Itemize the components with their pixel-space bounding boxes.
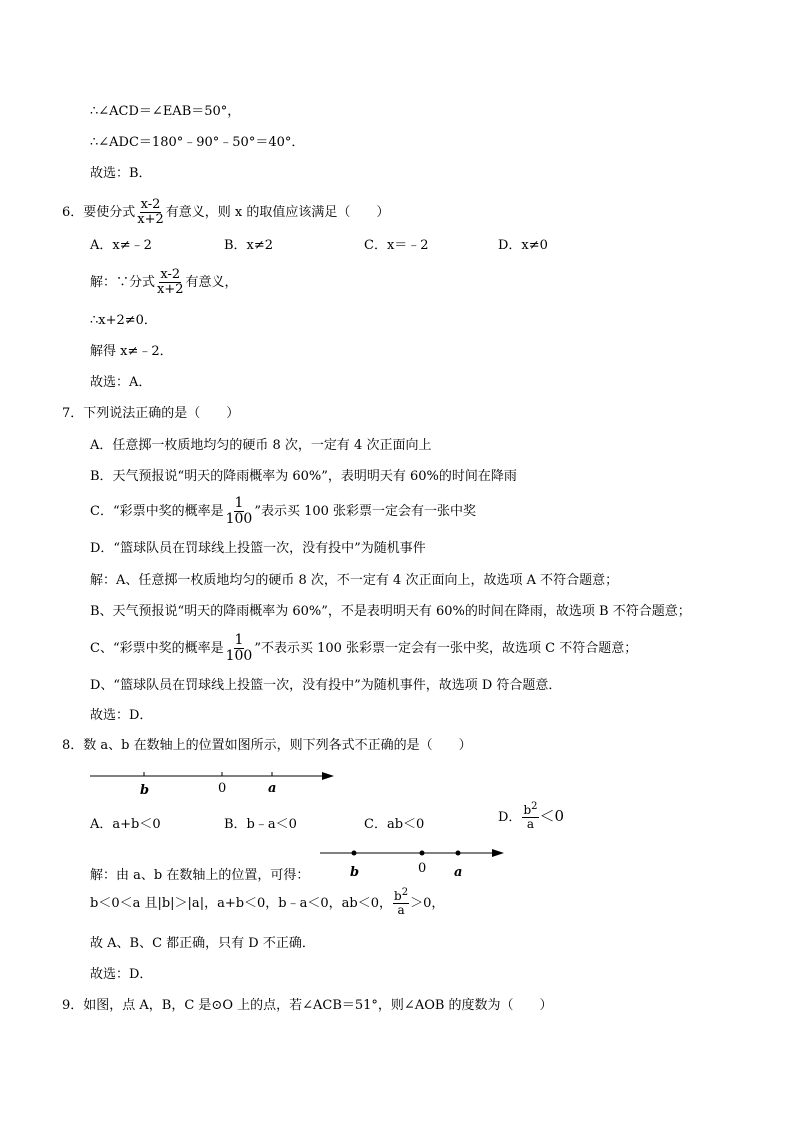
- fraction-denominator: 100: [225, 511, 253, 527]
- base: b: [523, 803, 532, 817]
- option-c: C．x＝﹣2: [364, 238, 429, 253]
- question-6-stem: [62, 198, 389, 227]
- solution-line: D、“篮球队员在罚球线上投篮一次，没有投中”为随机事件，故选项 D 符合题意．: [90, 678, 562, 693]
- fraction-numerator: [393, 887, 409, 904]
- stem-text: 有意义，则 x 的取值应该满足（ ）: [165, 205, 390, 220]
- solution-text: b＜0＜a 且|b|＞|a|，a+b＜0，b﹣a＜0，ab＜0，: [90, 896, 392, 911]
- option-a: A．a+b＜0: [90, 817, 161, 832]
- solution-line: [90, 633, 637, 664]
- point-a: [456, 851, 461, 856]
- solution-line: B、天气预报说“明天的降雨概率为 60%”，不是表明明天有 60%的时间在降雨，故选项 B 不符合题意；: [90, 604, 691, 619]
- solution-line: [90, 268, 238, 297]
- option-text: ＜0: [539, 807, 565, 825]
- label-b: b: [350, 865, 360, 880]
- fraction-denominator: a: [526, 817, 535, 831]
- fraction-denominator: x+2: [157, 282, 184, 297]
- base: b: [394, 889, 402, 903]
- number-line-figure-solution: [318, 842, 510, 882]
- stem-text: 6．要使分式: [62, 205, 136, 220]
- fraction: [393, 887, 409, 917]
- solution-line: 解：由 a、b 在数轴上的位置，可得：: [90, 868, 310, 883]
- fraction-numerator: 1: [234, 632, 244, 648]
- label-a: a: [454, 865, 463, 880]
- fraction: [522, 801, 538, 831]
- exponent: 2: [401, 887, 409, 898]
- option-text: ”表示买 100 张彩票一定会有一张中奖: [254, 504, 477, 519]
- answer-line: 故选：D．: [90, 967, 153, 982]
- option-c: C．ab＜0: [364, 817, 425, 832]
- question-9-stem: 9．如图，点 A，B，C 是⊙O 上的点，若∠ACB＝51°，则∠AOB 的度数为（ ）: [62, 998, 553, 1013]
- fraction: [156, 268, 185, 297]
- label-0: 0: [218, 781, 227, 796]
- solution-text: 解：∵分式: [90, 275, 156, 290]
- point-b: [352, 851, 357, 856]
- fraction-numerator: 1: [234, 495, 244, 511]
- axis-arrow: [492, 849, 504, 857]
- solution-line: ∴x+2≠0．: [90, 313, 157, 328]
- option-b: B．天气预报说“明天的降雨概率为 60%”，表明明天有 60%的时间在降雨: [90, 469, 517, 484]
- solution-line: 解：A、任意掷一枚质地均匀的硬币 8 次，不一定有 4 次正面向上，故选项 A 不符合题意；: [90, 573, 619, 588]
- fraction: [225, 633, 254, 664]
- option-b: B．b﹣a＜0: [224, 817, 297, 832]
- answer-line: 故选：D．: [90, 708, 153, 723]
- answer-line: 故选：A．: [90, 375, 152, 390]
- solution-text: ”不表示买 100 张彩票一定会有一张中奖，故选项 C 不符合题意；: [254, 641, 638, 656]
- fraction-numerator: x-2: [160, 267, 181, 282]
- option-d: D．x≠0: [498, 238, 548, 253]
- axis-arrow: [322, 772, 334, 780]
- option-text: D．: [498, 810, 522, 825]
- option-a: A．任意掷一枚质地均匀的硬币 8 次，一定有 4 次正面向上: [90, 438, 432, 453]
- question-7-stem: 7．下列说法正确的是（ ）: [62, 406, 240, 421]
- fraction-numerator: x-2: [140, 197, 161, 212]
- fraction: [225, 496, 254, 527]
- question-8-stem: 8．数 a、b 在数轴上的位置如图所示，则下列各式不正确的是（ ）: [62, 738, 472, 753]
- fraction-numerator: [522, 801, 538, 818]
- solution-line: [90, 887, 445, 917]
- label-a: a: [268, 781, 277, 796]
- exponent: 2: [531, 801, 538, 812]
- answer-line: 故选：B．: [90, 166, 152, 181]
- solution-line: 故 A、B、C 都正确，只有 D 不正确．: [90, 936, 315, 951]
- option-a: A．x≠﹣2: [90, 238, 152, 253]
- number-line-figure: [88, 764, 340, 798]
- label-b: b: [140, 783, 150, 798]
- option-b: B．x≠2: [224, 238, 274, 253]
- option-d: D．“篮球队员在罚球线上投篮一次，没有投中”为随机事件: [90, 541, 426, 556]
- fraction-denominator: a: [397, 903, 405, 917]
- solution-line: 解得 x≠﹣2．: [90, 344, 173, 359]
- fraction-denominator: x+2: [137, 212, 164, 227]
- solution-line: ∴∠ACD＝∠EAB＝50°，: [90, 104, 241, 119]
- option-text: C．“彩票中奖的概率是: [90, 504, 224, 519]
- fraction-denominator: 100: [225, 648, 253, 664]
- solution-text: C、“彩票中奖的概率是: [90, 641, 224, 656]
- solution-text: ＞0，: [410, 896, 445, 911]
- solution-text: 有意义，: [185, 275, 238, 290]
- fraction: [136, 198, 165, 227]
- label-0: 0: [418, 861, 427, 876]
- option-d: [498, 801, 565, 831]
- option-c: [90, 496, 476, 527]
- point-0: [420, 851, 425, 856]
- solution-line: ∴∠ADC＝180°﹣90°﹣50°＝40°．: [90, 135, 305, 150]
